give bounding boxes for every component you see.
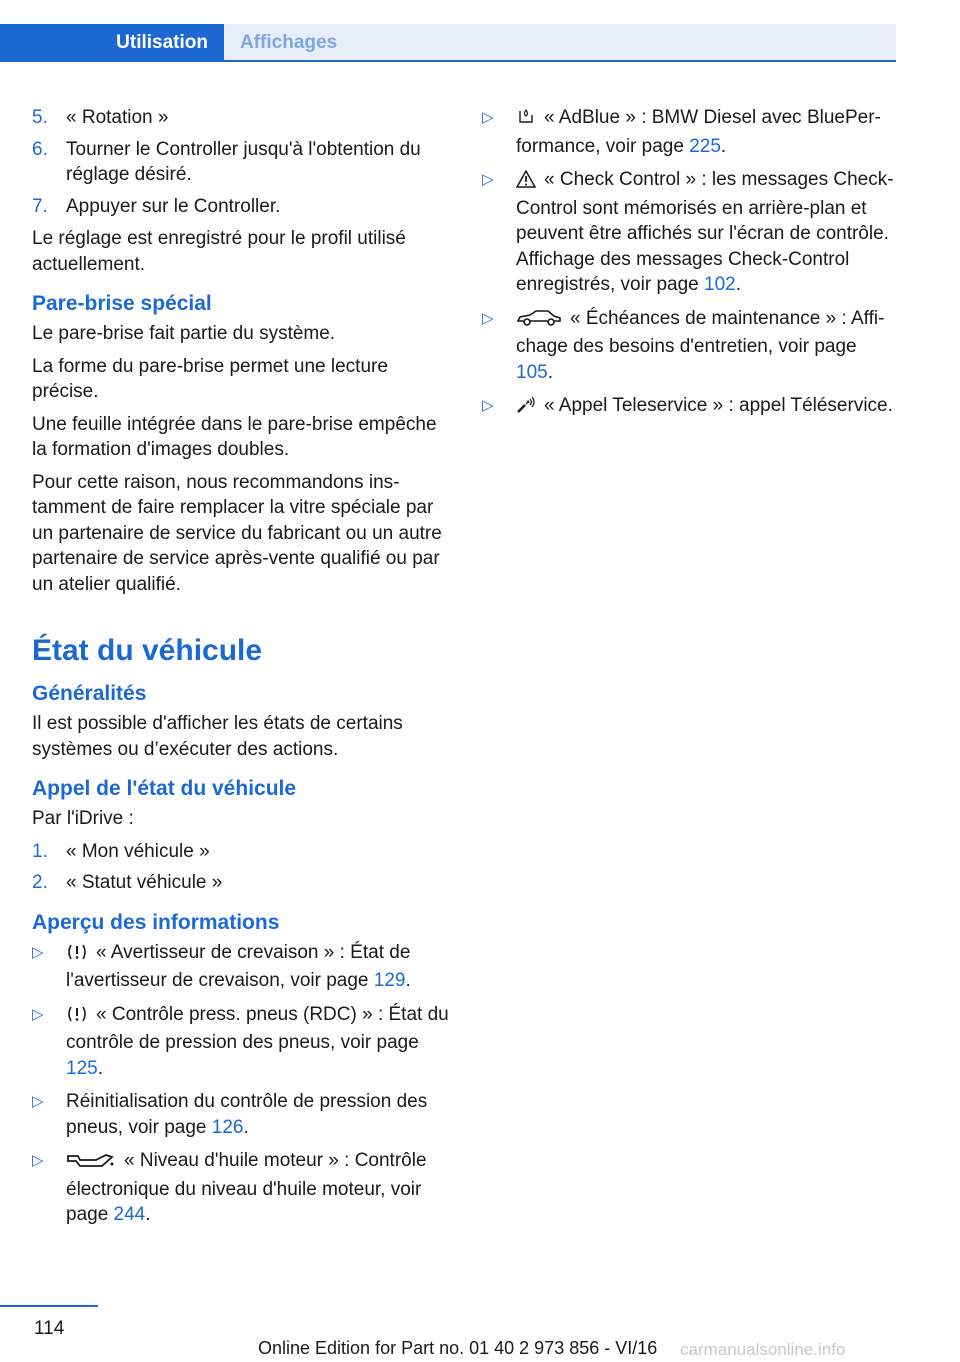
edition-line: Online Edition for Part no. 01 40 2 973 856 - VI/16 xyxy=(258,1338,658,1358)
bullet-text: « AdBlue » : BMW Diesel avec BluePerformance, voir page xyxy=(516,107,881,157)
bullet-text: « Contrôle press. pneus (RDC) » : État du contrôle de pression des pneus, voir page xyxy=(66,1003,449,1053)
bullet-suffix: . xyxy=(405,970,411,991)
heading-call-state: Appel de l'état du véhicule xyxy=(32,777,297,800)
bullet-text: « Niveau d'huile moteur » : Contrôle électronique du niveau d'huile moteur, voir page xyxy=(66,1150,427,1225)
car-service-icon xyxy=(516,309,562,335)
triangle-bullet-icon: ▷ xyxy=(482,109,494,126)
paragraph: La forme du pare-brise permet une lecture précise. xyxy=(32,355,388,402)
heading-overview: Aperçu des informations xyxy=(32,910,280,934)
paragraph-saved: Le réglage est enregistré pour le profil utilisé actuellement. xyxy=(32,228,406,275)
heading-vehicle-state: État du véhicule xyxy=(32,634,263,667)
bullet-suffix: . xyxy=(243,1116,249,1138)
triangle-bullet-icon: ▷ xyxy=(482,309,494,327)
step-number: 1. xyxy=(32,840,48,862)
list-item xyxy=(482,306,896,386)
bullet-text: « Échéances de maintenance » : Affichage des besoins d'entretien, voir page xyxy=(516,307,885,357)
bullet-suffix: . xyxy=(547,361,553,383)
left-column xyxy=(32,105,450,1236)
section-tab-utilisation[interactable]: Utilisation xyxy=(0,24,224,62)
paragraph: Pour cette raison, nous recommandons instamment de faire remplacer la vitre spéciale par un partenaire de service du fabricant ou un autre partenaire de service après-vente qualifié ou par un atelier qualifié. xyxy=(32,471,442,595)
step-text: « Rotation » xyxy=(66,107,169,128)
list-item xyxy=(32,137,450,188)
bullet-text: Réinitialisation du contrôle de pression des pneus, voir page xyxy=(66,1091,428,1138)
paragraph: Le pare-brise fait partie du système. xyxy=(32,323,336,344)
right-column xyxy=(482,105,896,430)
bullet-suffix: . xyxy=(720,135,727,157)
bullet-suffix: . xyxy=(145,1204,151,1225)
bullet-text: « Check Control » : les messages Check-Control sont mémorisés en arrière-plan et peuvent être affichés sur l'écran de contrôle. Affichage des messages Check-Control enregistrés, voir page xyxy=(516,169,894,295)
bullet-suffix: . xyxy=(735,274,741,295)
list-item xyxy=(482,393,896,422)
step-number: 6. xyxy=(32,138,48,160)
step-text: « Mon véhicule » xyxy=(66,840,210,862)
list-item xyxy=(32,105,450,131)
bullet-suffix: . xyxy=(97,1057,103,1079)
paragraph: Il est possible d'afficher les états de certains systèmes ou d’exécuter des actions. xyxy=(32,713,403,760)
page-link[interactable]: 102 xyxy=(704,274,736,295)
watermark: carmanualsonline.info xyxy=(680,1340,846,1359)
tire-pressure-warning-icon xyxy=(66,1005,88,1031)
page-number: 114 xyxy=(34,1318,65,1339)
page-link[interactable]: 244 xyxy=(113,1204,146,1225)
list-item xyxy=(32,1148,450,1228)
list-item xyxy=(32,194,450,220)
triangle-bullet-icon: ▷ xyxy=(32,1005,44,1023)
triangle-bullet-icon: ▷ xyxy=(482,397,494,414)
page-link[interactable]: 105 xyxy=(516,361,548,383)
oil-can-icon xyxy=(66,1151,116,1177)
triangle-bullet-icon: ▷ xyxy=(32,1152,44,1169)
list-item xyxy=(32,940,450,994)
tire-pressure-warning-icon xyxy=(66,943,88,969)
triangle-bullet-icon: ▷ xyxy=(32,1093,44,1110)
paragraph: Une feuille intégrée dans le pare-brise empêche la formation d'images doubles. xyxy=(32,413,437,460)
bullet-text: « Avertisseur de crevaison » : État de l'avertisseur de crevaison, voir page xyxy=(66,941,411,991)
heading-general: Généralités xyxy=(32,682,147,705)
teleservice-icon xyxy=(516,396,536,422)
bullet-text: « Appel Teleservice » : appel Téléservice. xyxy=(544,395,893,416)
step-number: 5. xyxy=(32,107,48,128)
step-number: 7. xyxy=(32,195,48,217)
triangle-bullet-icon: ▷ xyxy=(32,943,44,961)
footer-rule xyxy=(0,1305,98,1307)
step-text: Tourner le Controller jusqu'à l'obtention du réglage désiré. xyxy=(66,138,421,185)
list-item xyxy=(482,105,896,159)
section-tab-affichages[interactable]: Affichages xyxy=(224,24,896,62)
step-text: « Statut véhicule » xyxy=(66,872,223,893)
heading-windshield: Pare-brise spécial xyxy=(32,292,212,315)
step-text: Appuyer sur le Controller. xyxy=(66,195,281,217)
page-link[interactable]: 225 xyxy=(689,135,721,157)
steps-list-b xyxy=(32,839,450,896)
steps-list-a xyxy=(32,105,450,219)
overview-list-continued xyxy=(482,105,896,422)
page-link[interactable]: 125 xyxy=(66,1057,98,1079)
list-item xyxy=(32,1002,450,1082)
paragraph: Par l'iDrive : xyxy=(32,808,134,829)
adblue-icon xyxy=(516,108,536,134)
step-number: 2. xyxy=(32,872,48,893)
header-rule xyxy=(224,60,896,62)
list-item xyxy=(482,167,896,298)
list-item xyxy=(32,839,450,865)
page-link[interactable]: 126 xyxy=(211,1116,244,1138)
page-link[interactable]: 129 xyxy=(373,970,406,991)
list-item xyxy=(32,1089,450,1140)
list-item xyxy=(32,870,450,896)
warning-triangle-icon xyxy=(516,170,536,196)
overview-list xyxy=(32,940,450,1228)
triangle-bullet-icon: ▷ xyxy=(482,171,494,188)
page-header xyxy=(0,0,896,62)
